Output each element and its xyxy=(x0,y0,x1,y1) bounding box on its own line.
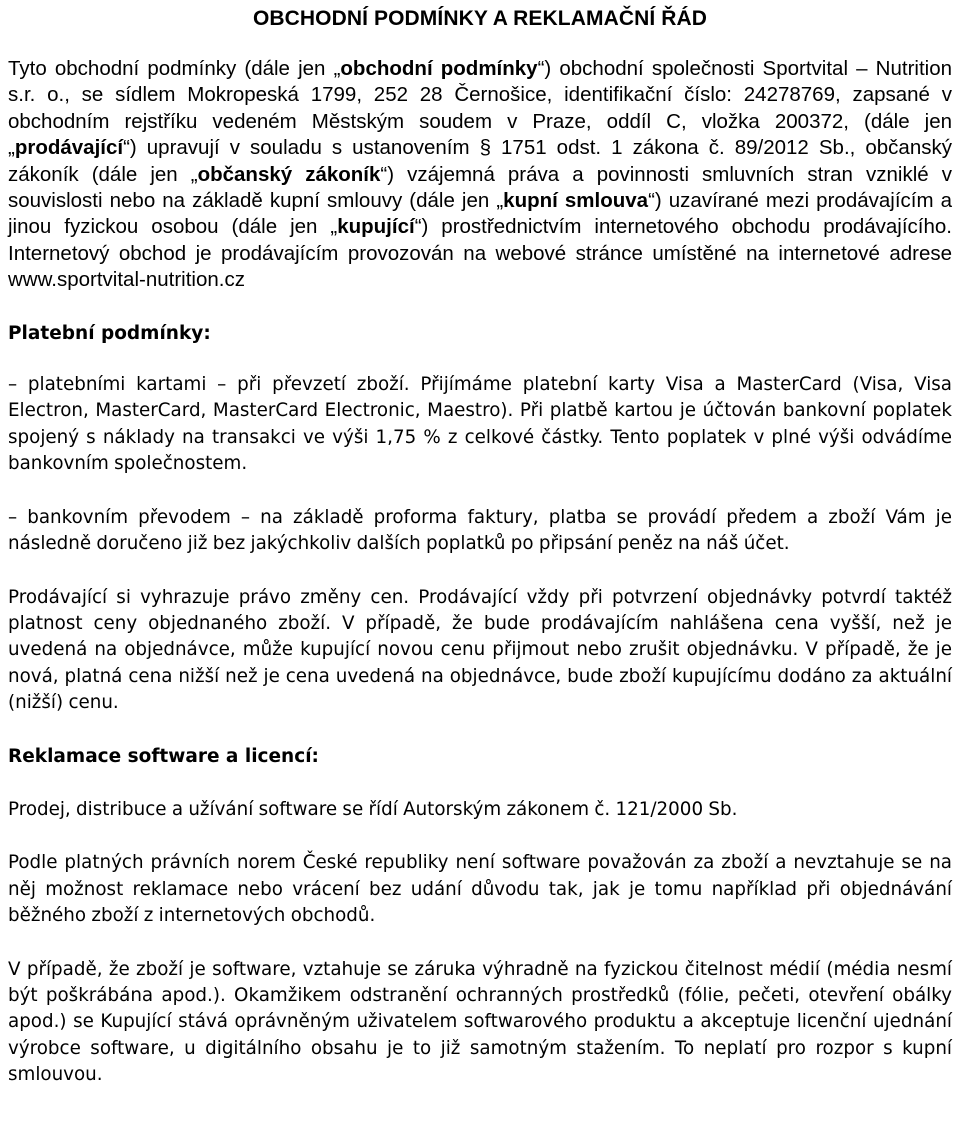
intro-text-3: “) upravují v souladu s ustanovením § 1751 odst. 1 zákona č. 89/2012 Sb., občanský zákoník (dále jen „ xyxy=(8,136,952,186)
payment-heading: Platební podmínky: xyxy=(8,322,211,344)
intro-paragraph xyxy=(8,56,952,294)
software-not-goods-paragraph: Podle platných právních norem České republiky není software považován za zboží a nevztahuje se na něj možnost reklamace nebo vrácení bez udání důvodu tak, jak je tomu například při objednávání běžného zboží z internetových obchodů. xyxy=(8,852,952,927)
software-heading: Reklamace software a licencí: xyxy=(8,745,319,767)
price-change-paragraph: Prodávající si vyhrazuje právo změny cen. Prodávající vždy při potvrzení objednávky potvrdí taktéž platnost ceny objednaného zboží. V případě, že bude prodávajícím nahlášena cena vyšší, než je uvedená na objednávce, může kupující novou cenu přijmout nebo zrušit objednávku. V případě, že je nová, platná cena nižší než je cena uvedená na objednávce, bude zboží kupujícímu dodáno za aktuální (nižší) cenu. xyxy=(8,586,952,714)
payment-transfer-paragraph: – bankovním převodem – na základě proforma faktury, platba se provádí předem a zboží Vám je následně doručeno již bez jakýchkoliv dalších poplatků po připsání peněz na náš účet. xyxy=(8,506,952,555)
intro-text-5: “) uzavírané mezi prodávajícím a jinou fyzickou osobou (dále jen „ xyxy=(8,189,952,239)
term-prodavajici: prodávající xyxy=(14,136,124,160)
term-kupni-smlouva: kupní smlouva xyxy=(503,189,649,213)
software-warranty-paragraph: V případě, že zboží je software, vztahuje se záruka výhradně na fyzickou čitelnost médií (média nesmí být poškrábána apod.). Okamžikem odstranění ochranných prostředků (fólie, pečeti, otevření obálky apod.) se Kupující stává oprávněným uživatelem softwarového produktu a akceptuje licenční ujednání výrobce software, u digitálního obsahu je to již samotným stažením. To neplatí pro rozpor s kupní smlouvou. xyxy=(8,958,952,1086)
term-obchodni-podminky: obchodní podmínky xyxy=(340,57,538,80)
intro-text-6: “) prostřednictvím internetového obchodu prodávajícího. Internetový obchod je prodávajícím provozován na webové stránce umístěné na internetové adrese www.sportvital-nutrition.cz xyxy=(8,215,952,292)
software-law-paragraph: Prodej, distribuce a užívání software se řídí Autorským zákonem č. 121/2000 Sb. xyxy=(8,798,738,820)
term-kupujici: kupující xyxy=(337,215,415,239)
intro-text-1: Tyto obchodní podmínky (dále jen „ xyxy=(8,57,341,80)
intro-text-2: “) obchodní společnosti Sportvital – Nutrition s.r. o., se sídlem Mokropeská 1799, 252 28 Černošice, identifikační číslo: 24278769, zapsané v obchodním rejstříku vedeném Městským soudem v Praze, oddíl C, vložka 200372, (dále jen „ xyxy=(8,57,953,160)
payment-card-paragraph: – platebními kartami – při převzetí zboží. Přijímáme platební karty Visa a MasterCard (Visa, Visa Electron, MasterCard, MasterCard Electronic, Maestro). Při platbě kartou je účtován bankovní poplatek spojený s náklady na transakci ve výši 1,75 % z celkové částky. Tento poplatek v plné výši odvádíme bankovním společnostem. xyxy=(8,374,952,475)
intro-text-4: “) vzájemná práva a povinnosti smluvních stran vzniklé v souvislosti nebo na základě kupní smlouvy (dále jen „ xyxy=(8,162,952,213)
term-obcansky-zakonik: občanský zákoník xyxy=(197,162,381,186)
document-title: OBCHODNÍ PODMÍNKY A REKLAMAČNÍ ŘÁD xyxy=(252,7,708,30)
